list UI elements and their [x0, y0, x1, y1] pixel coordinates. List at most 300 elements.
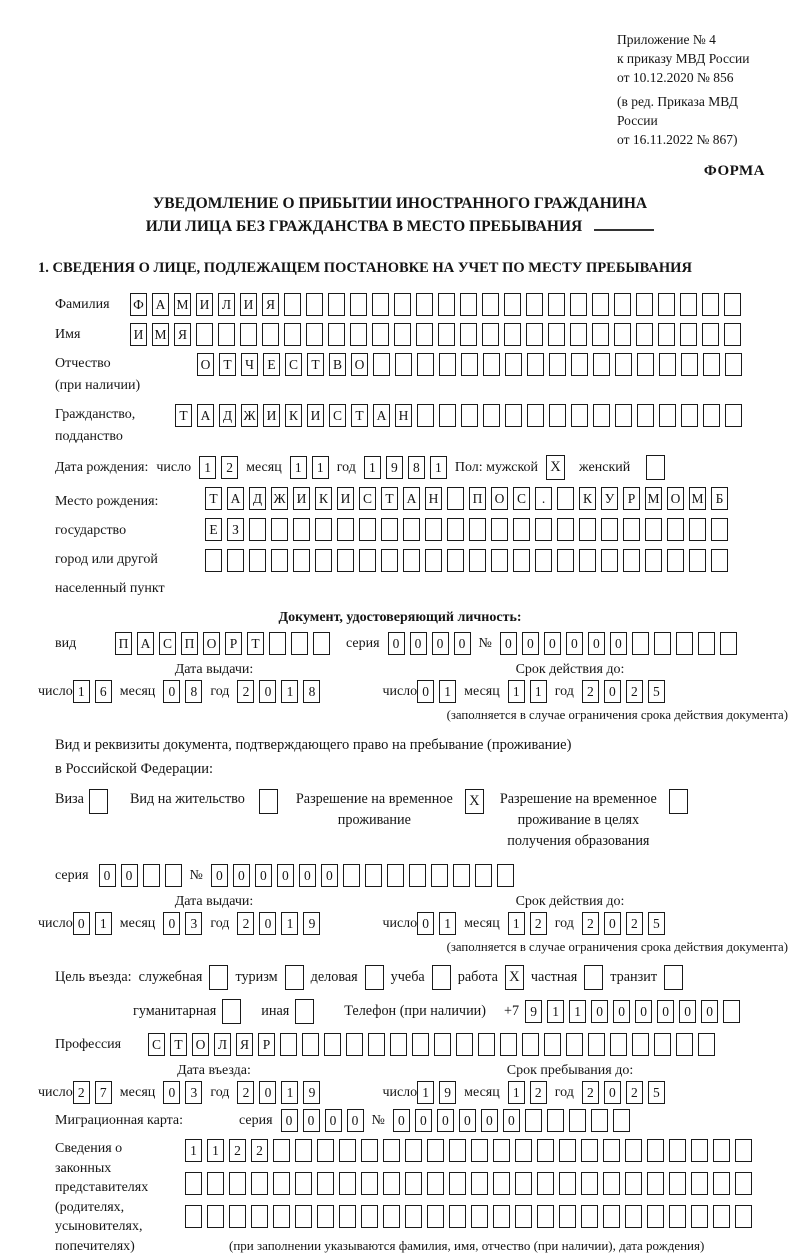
- char-cell[interactable]: [603, 1139, 620, 1162]
- char-cell[interactable]: [456, 1033, 473, 1056]
- char-cell[interactable]: 5: [648, 1081, 665, 1104]
- char-cell[interactable]: [284, 293, 301, 316]
- char-cell[interactable]: [409, 864, 426, 887]
- char-cell[interactable]: [339, 1172, 356, 1195]
- char-cell[interactable]: [691, 1139, 708, 1162]
- char-cell[interactable]: [659, 353, 676, 376]
- char-cell[interactable]: [527, 404, 544, 427]
- char-cell[interactable]: [350, 323, 367, 346]
- char-cell[interactable]: [218, 323, 235, 346]
- char-cell[interactable]: 9: [386, 456, 403, 479]
- char-cell[interactable]: Л: [218, 293, 235, 316]
- char-cell[interactable]: [373, 353, 390, 376]
- char-cell[interactable]: [469, 518, 486, 541]
- char-cell[interactable]: [469, 549, 486, 572]
- char-cell[interactable]: [676, 632, 693, 655]
- char-cell[interactable]: [703, 353, 720, 376]
- char-cell[interactable]: П: [115, 632, 132, 655]
- char-cell[interactable]: 1: [417, 1081, 434, 1104]
- char-cell[interactable]: [537, 1205, 554, 1228]
- temp-residence-checkbox[interactable]: X: [465, 789, 484, 814]
- char-cell[interactable]: [571, 404, 588, 427]
- char-cell[interactable]: А: [197, 404, 214, 427]
- char-cell[interactable]: 0: [604, 912, 621, 935]
- char-cell[interactable]: [669, 1139, 686, 1162]
- char-cell[interactable]: [412, 1033, 429, 1056]
- char-cell[interactable]: 2: [530, 912, 547, 935]
- char-cell[interactable]: 0: [121, 864, 138, 887]
- char-cell[interactable]: Т: [307, 353, 324, 376]
- char-cell[interactable]: [383, 1172, 400, 1195]
- char-cell[interactable]: [581, 1205, 598, 1228]
- char-cell[interactable]: [601, 549, 618, 572]
- char-cell[interactable]: [306, 323, 323, 346]
- char-cell[interactable]: О: [491, 487, 508, 510]
- char-cell[interactable]: [482, 323, 499, 346]
- char-cell[interactable]: [680, 293, 697, 316]
- char-cell[interactable]: [227, 549, 244, 572]
- char-cell[interactable]: [544, 1033, 561, 1056]
- char-cell[interactable]: [478, 1033, 495, 1056]
- char-cell[interactable]: 0: [163, 680, 180, 703]
- char-cell[interactable]: [723, 1000, 740, 1023]
- char-cell[interactable]: И: [196, 293, 213, 316]
- char-cell[interactable]: [491, 518, 508, 541]
- char-cell[interactable]: 2: [530, 1081, 547, 1104]
- char-cell[interactable]: Т: [381, 487, 398, 510]
- char-cell[interactable]: Р: [623, 487, 640, 510]
- char-cell[interactable]: 0: [432, 632, 449, 655]
- char-cell[interactable]: [447, 549, 464, 572]
- char-cell[interactable]: [515, 1172, 532, 1195]
- char-cell[interactable]: М: [152, 323, 169, 346]
- char-cell[interactable]: [447, 518, 464, 541]
- char-cell[interactable]: 0: [454, 632, 471, 655]
- char-cell[interactable]: 0: [393, 1109, 410, 1132]
- char-cell[interactable]: 1: [364, 456, 381, 479]
- char-cell[interactable]: [513, 518, 530, 541]
- char-cell[interactable]: 0: [657, 1000, 674, 1023]
- char-cell[interactable]: [431, 864, 448, 887]
- char-cell[interactable]: [434, 1033, 451, 1056]
- char-cell[interactable]: 5: [648, 680, 665, 703]
- char-cell[interactable]: 0: [544, 632, 561, 655]
- char-cell[interactable]: О: [203, 632, 220, 655]
- char-cell[interactable]: .: [535, 487, 552, 510]
- char-cell[interactable]: [720, 632, 737, 655]
- char-cell[interactable]: [610, 1033, 627, 1056]
- purpose-transit-checkbox[interactable]: [664, 965, 683, 990]
- char-cell[interactable]: [569, 1109, 586, 1132]
- char-cell[interactable]: [526, 293, 543, 316]
- char-cell[interactable]: А: [403, 487, 420, 510]
- char-cell[interactable]: С: [148, 1033, 165, 1056]
- char-cell[interactable]: 1: [508, 1081, 525, 1104]
- char-cell[interactable]: 6: [95, 680, 112, 703]
- char-cell[interactable]: [623, 518, 640, 541]
- char-cell[interactable]: 0: [604, 1081, 621, 1104]
- char-cell[interactable]: 1: [281, 680, 298, 703]
- char-cell[interactable]: [196, 323, 213, 346]
- char-cell[interactable]: [681, 404, 698, 427]
- char-cell[interactable]: 0: [259, 1081, 276, 1104]
- char-cell[interactable]: Я: [174, 323, 191, 346]
- char-cell[interactable]: 0: [163, 912, 180, 935]
- char-cell[interactable]: И: [337, 487, 354, 510]
- char-cell[interactable]: [571, 353, 588, 376]
- char-cell[interactable]: 0: [410, 632, 427, 655]
- char-cell[interactable]: [667, 518, 684, 541]
- char-cell[interactable]: 8: [303, 680, 320, 703]
- char-cell[interactable]: [317, 1139, 334, 1162]
- char-cell[interactable]: 2: [229, 1139, 246, 1162]
- char-cell[interactable]: 2: [237, 680, 254, 703]
- char-cell[interactable]: [271, 518, 288, 541]
- char-cell[interactable]: С: [285, 353, 302, 376]
- char-cell[interactable]: [593, 353, 610, 376]
- char-cell[interactable]: [658, 293, 675, 316]
- char-cell[interactable]: [381, 549, 398, 572]
- char-cell[interactable]: [603, 1205, 620, 1228]
- char-cell[interactable]: [559, 1205, 576, 1228]
- char-cell[interactable]: [566, 1033, 583, 1056]
- char-cell[interactable]: [417, 404, 434, 427]
- char-cell[interactable]: А: [227, 487, 244, 510]
- char-cell[interactable]: [359, 518, 376, 541]
- char-cell[interactable]: [549, 353, 566, 376]
- char-cell[interactable]: 2: [221, 456, 238, 479]
- char-cell[interactable]: 0: [325, 1109, 342, 1132]
- char-cell[interactable]: [559, 1172, 576, 1195]
- char-cell[interactable]: О: [192, 1033, 209, 1056]
- char-cell[interactable]: [735, 1172, 752, 1195]
- char-cell[interactable]: Т: [219, 353, 236, 376]
- char-cell[interactable]: [346, 1033, 363, 1056]
- char-cell[interactable]: [449, 1205, 466, 1228]
- char-cell[interactable]: [337, 549, 354, 572]
- char-cell[interactable]: Ж: [241, 404, 258, 427]
- char-cell[interactable]: [615, 404, 632, 427]
- char-cell[interactable]: [295, 1172, 312, 1195]
- char-cell[interactable]: 1: [508, 912, 525, 935]
- char-cell[interactable]: [702, 293, 719, 316]
- purpose-study-checkbox[interactable]: [432, 965, 451, 990]
- char-cell[interactable]: [504, 323, 521, 346]
- char-cell[interactable]: [361, 1172, 378, 1195]
- char-cell[interactable]: 0: [277, 864, 294, 887]
- char-cell[interactable]: С: [359, 487, 376, 510]
- char-cell[interactable]: 9: [303, 1081, 320, 1104]
- char-cell[interactable]: [251, 1172, 268, 1195]
- char-cell[interactable]: 0: [610, 632, 627, 655]
- char-cell[interactable]: Е: [263, 353, 280, 376]
- char-cell[interactable]: [500, 1033, 517, 1056]
- char-cell[interactable]: [645, 518, 662, 541]
- char-cell[interactable]: Б: [711, 487, 728, 510]
- char-cell[interactable]: [581, 1172, 598, 1195]
- char-cell[interactable]: [527, 353, 544, 376]
- char-cell[interactable]: 0: [73, 912, 90, 935]
- char-cell[interactable]: [601, 518, 618, 541]
- char-cell[interactable]: [725, 404, 742, 427]
- char-cell[interactable]: 9: [525, 1000, 542, 1023]
- sex-female-checkbox[interactable]: [646, 455, 665, 480]
- char-cell[interactable]: [713, 1139, 730, 1162]
- char-cell[interactable]: [302, 1033, 319, 1056]
- char-cell[interactable]: [394, 323, 411, 346]
- char-cell[interactable]: [394, 293, 411, 316]
- purpose-work-checkbox[interactable]: X: [505, 965, 524, 990]
- char-cell[interactable]: [284, 323, 301, 346]
- char-cell[interactable]: [505, 353, 522, 376]
- char-cell[interactable]: О: [351, 353, 368, 376]
- char-cell[interactable]: 0: [281, 1109, 298, 1132]
- char-cell[interactable]: 1: [430, 456, 447, 479]
- char-cell[interactable]: 0: [588, 632, 605, 655]
- char-cell[interactable]: [427, 1205, 444, 1228]
- char-cell[interactable]: [703, 404, 720, 427]
- char-cell[interactable]: [293, 549, 310, 572]
- char-cell[interactable]: [229, 1205, 246, 1228]
- char-cell[interactable]: [613, 1109, 630, 1132]
- char-cell[interactable]: [427, 1172, 444, 1195]
- char-cell[interactable]: 2: [237, 1081, 254, 1104]
- purpose-business-checkbox[interactable]: [365, 965, 384, 990]
- char-cell[interactable]: М: [645, 487, 662, 510]
- char-cell[interactable]: [493, 1139, 510, 1162]
- char-cell[interactable]: [645, 549, 662, 572]
- char-cell[interactable]: [591, 1109, 608, 1132]
- char-cell[interactable]: Т: [175, 404, 192, 427]
- char-cell[interactable]: [461, 404, 478, 427]
- char-cell[interactable]: [625, 1139, 642, 1162]
- char-cell[interactable]: [525, 1109, 542, 1132]
- char-cell[interactable]: [416, 293, 433, 316]
- char-cell[interactable]: 0: [163, 1081, 180, 1104]
- char-cell[interactable]: [359, 549, 376, 572]
- char-cell[interactable]: [702, 323, 719, 346]
- char-cell[interactable]: [471, 1172, 488, 1195]
- char-cell[interactable]: Т: [205, 487, 222, 510]
- char-cell[interactable]: Ф: [130, 293, 147, 316]
- char-cell[interactable]: [537, 1172, 554, 1195]
- char-cell[interactable]: [669, 1205, 686, 1228]
- char-cell[interactable]: [603, 1172, 620, 1195]
- char-cell[interactable]: [654, 632, 671, 655]
- char-cell[interactable]: [251, 1205, 268, 1228]
- char-cell[interactable]: [669, 1172, 686, 1195]
- char-cell[interactable]: [483, 404, 500, 427]
- visa-checkbox[interactable]: [89, 789, 108, 814]
- char-cell[interactable]: [698, 632, 715, 655]
- char-cell[interactable]: [570, 323, 587, 346]
- char-cell[interactable]: [676, 1033, 693, 1056]
- char-cell[interactable]: [636, 323, 653, 346]
- char-cell[interactable]: 8: [408, 456, 425, 479]
- char-cell[interactable]: 2: [626, 680, 643, 703]
- char-cell[interactable]: [559, 1139, 576, 1162]
- char-cell[interactable]: И: [293, 487, 310, 510]
- char-cell[interactable]: [588, 1033, 605, 1056]
- char-cell[interactable]: [658, 323, 675, 346]
- char-cell[interactable]: 2: [626, 1081, 643, 1104]
- char-cell[interactable]: 0: [388, 632, 405, 655]
- char-cell[interactable]: Д: [249, 487, 266, 510]
- char-cell[interactable]: И: [240, 293, 257, 316]
- char-cell[interactable]: [229, 1172, 246, 1195]
- char-cell[interactable]: [390, 1033, 407, 1056]
- char-cell[interactable]: Т: [351, 404, 368, 427]
- char-cell[interactable]: [372, 293, 389, 316]
- char-cell[interactable]: [680, 323, 697, 346]
- char-cell[interactable]: [654, 1033, 671, 1056]
- char-cell[interactable]: [315, 518, 332, 541]
- char-cell[interactable]: [416, 323, 433, 346]
- char-cell[interactable]: [324, 1033, 341, 1056]
- char-cell[interactable]: О: [667, 487, 684, 510]
- char-cell[interactable]: М: [689, 487, 706, 510]
- char-cell[interactable]: [273, 1205, 290, 1228]
- char-cell[interactable]: [592, 323, 609, 346]
- char-cell[interactable]: 0: [613, 1000, 630, 1023]
- char-cell[interactable]: 0: [566, 632, 583, 655]
- char-cell[interactable]: К: [579, 487, 596, 510]
- char-cell[interactable]: [372, 323, 389, 346]
- char-cell[interactable]: [579, 549, 596, 572]
- char-cell[interactable]: [535, 549, 552, 572]
- temp-residence-edu-checkbox[interactable]: [669, 789, 688, 814]
- char-cell[interactable]: [581, 1139, 598, 1162]
- char-cell[interactable]: [383, 1139, 400, 1162]
- char-cell[interactable]: 2: [582, 1081, 599, 1104]
- char-cell[interactable]: [143, 864, 160, 887]
- char-cell[interactable]: [623, 549, 640, 572]
- char-cell[interactable]: [667, 549, 684, 572]
- char-cell[interactable]: С: [513, 487, 530, 510]
- char-cell[interactable]: [515, 1205, 532, 1228]
- char-cell[interactable]: [711, 549, 728, 572]
- char-cell[interactable]: [438, 293, 455, 316]
- char-cell[interactable]: [483, 353, 500, 376]
- char-cell[interactable]: [361, 1205, 378, 1228]
- char-cell[interactable]: С: [159, 632, 176, 655]
- char-cell[interactable]: [425, 518, 442, 541]
- char-cell[interactable]: [505, 404, 522, 427]
- char-cell[interactable]: [368, 1033, 385, 1056]
- char-cell[interactable]: Р: [258, 1033, 275, 1056]
- char-cell[interactable]: 1: [312, 456, 329, 479]
- char-cell[interactable]: [240, 323, 257, 346]
- char-cell[interactable]: [570, 293, 587, 316]
- char-cell[interactable]: [735, 1205, 752, 1228]
- char-cell[interactable]: 2: [582, 912, 599, 935]
- char-cell[interactable]: [337, 518, 354, 541]
- char-cell[interactable]: [689, 549, 706, 572]
- char-cell[interactable]: [417, 353, 434, 376]
- char-cell[interactable]: В: [329, 353, 346, 376]
- char-cell[interactable]: 0: [701, 1000, 718, 1023]
- char-cell[interactable]: [557, 487, 574, 510]
- char-cell[interactable]: [647, 1205, 664, 1228]
- char-cell[interactable]: Я: [236, 1033, 253, 1056]
- char-cell[interactable]: [249, 518, 266, 541]
- char-cell[interactable]: К: [315, 487, 332, 510]
- char-cell[interactable]: [365, 864, 382, 887]
- char-cell[interactable]: 1: [281, 912, 298, 935]
- char-cell[interactable]: [548, 293, 565, 316]
- char-cell[interactable]: 9: [439, 1081, 456, 1104]
- char-cell[interactable]: 2: [251, 1139, 268, 1162]
- char-cell[interactable]: [515, 1139, 532, 1162]
- char-cell[interactable]: [403, 518, 420, 541]
- char-cell[interactable]: [313, 632, 330, 655]
- char-cell[interactable]: [537, 1139, 554, 1162]
- char-cell[interactable]: [395, 353, 412, 376]
- char-cell[interactable]: Д: [219, 404, 236, 427]
- char-cell[interactable]: О: [197, 353, 214, 376]
- char-cell[interactable]: 8: [185, 680, 202, 703]
- char-cell[interactable]: [207, 1205, 224, 1228]
- char-cell[interactable]: [403, 549, 420, 572]
- char-cell[interactable]: [471, 1205, 488, 1228]
- char-cell[interactable]: [504, 293, 521, 316]
- char-cell[interactable]: 0: [259, 912, 276, 935]
- char-cell[interactable]: [713, 1205, 730, 1228]
- char-cell[interactable]: 0: [500, 632, 517, 655]
- char-cell[interactable]: [439, 404, 456, 427]
- char-cell[interactable]: 2: [237, 912, 254, 935]
- char-cell[interactable]: [317, 1205, 334, 1228]
- char-cell[interactable]: 0: [321, 864, 338, 887]
- char-cell[interactable]: [725, 353, 742, 376]
- char-cell[interactable]: П: [181, 632, 198, 655]
- char-cell[interactable]: К: [285, 404, 302, 427]
- char-cell[interactable]: 0: [591, 1000, 608, 1023]
- char-cell[interactable]: 7: [95, 1081, 112, 1104]
- char-cell[interactable]: [691, 1172, 708, 1195]
- char-cell[interactable]: З: [227, 518, 244, 541]
- char-cell[interactable]: У: [601, 487, 618, 510]
- char-cell[interactable]: [427, 1139, 444, 1162]
- char-cell[interactable]: [439, 353, 456, 376]
- char-cell[interactable]: 1: [439, 912, 456, 935]
- char-cell[interactable]: [632, 632, 649, 655]
- char-cell[interactable]: [339, 1139, 356, 1162]
- char-cell[interactable]: [262, 323, 279, 346]
- char-cell[interactable]: 0: [437, 1109, 454, 1132]
- residence-permit-checkbox[interactable]: [259, 789, 278, 814]
- char-cell[interactable]: 0: [522, 632, 539, 655]
- char-cell[interactable]: 0: [635, 1000, 652, 1023]
- char-cell[interactable]: [724, 323, 741, 346]
- char-cell[interactable]: [343, 864, 360, 887]
- char-cell[interactable]: [317, 1172, 334, 1195]
- char-cell[interactable]: 0: [303, 1109, 320, 1132]
- char-cell[interactable]: [637, 353, 654, 376]
- char-cell[interactable]: 1: [439, 680, 456, 703]
- char-cell[interactable]: А: [137, 632, 154, 655]
- char-cell[interactable]: 0: [233, 864, 250, 887]
- char-cell[interactable]: И: [307, 404, 324, 427]
- char-cell[interactable]: [549, 404, 566, 427]
- char-cell[interactable]: 0: [417, 680, 434, 703]
- char-cell[interactable]: [711, 518, 728, 541]
- char-cell[interactable]: 0: [259, 680, 276, 703]
- char-cell[interactable]: [557, 549, 574, 572]
- char-cell[interactable]: 1: [73, 680, 90, 703]
- char-cell[interactable]: [350, 293, 367, 316]
- char-cell[interactable]: [547, 1109, 564, 1132]
